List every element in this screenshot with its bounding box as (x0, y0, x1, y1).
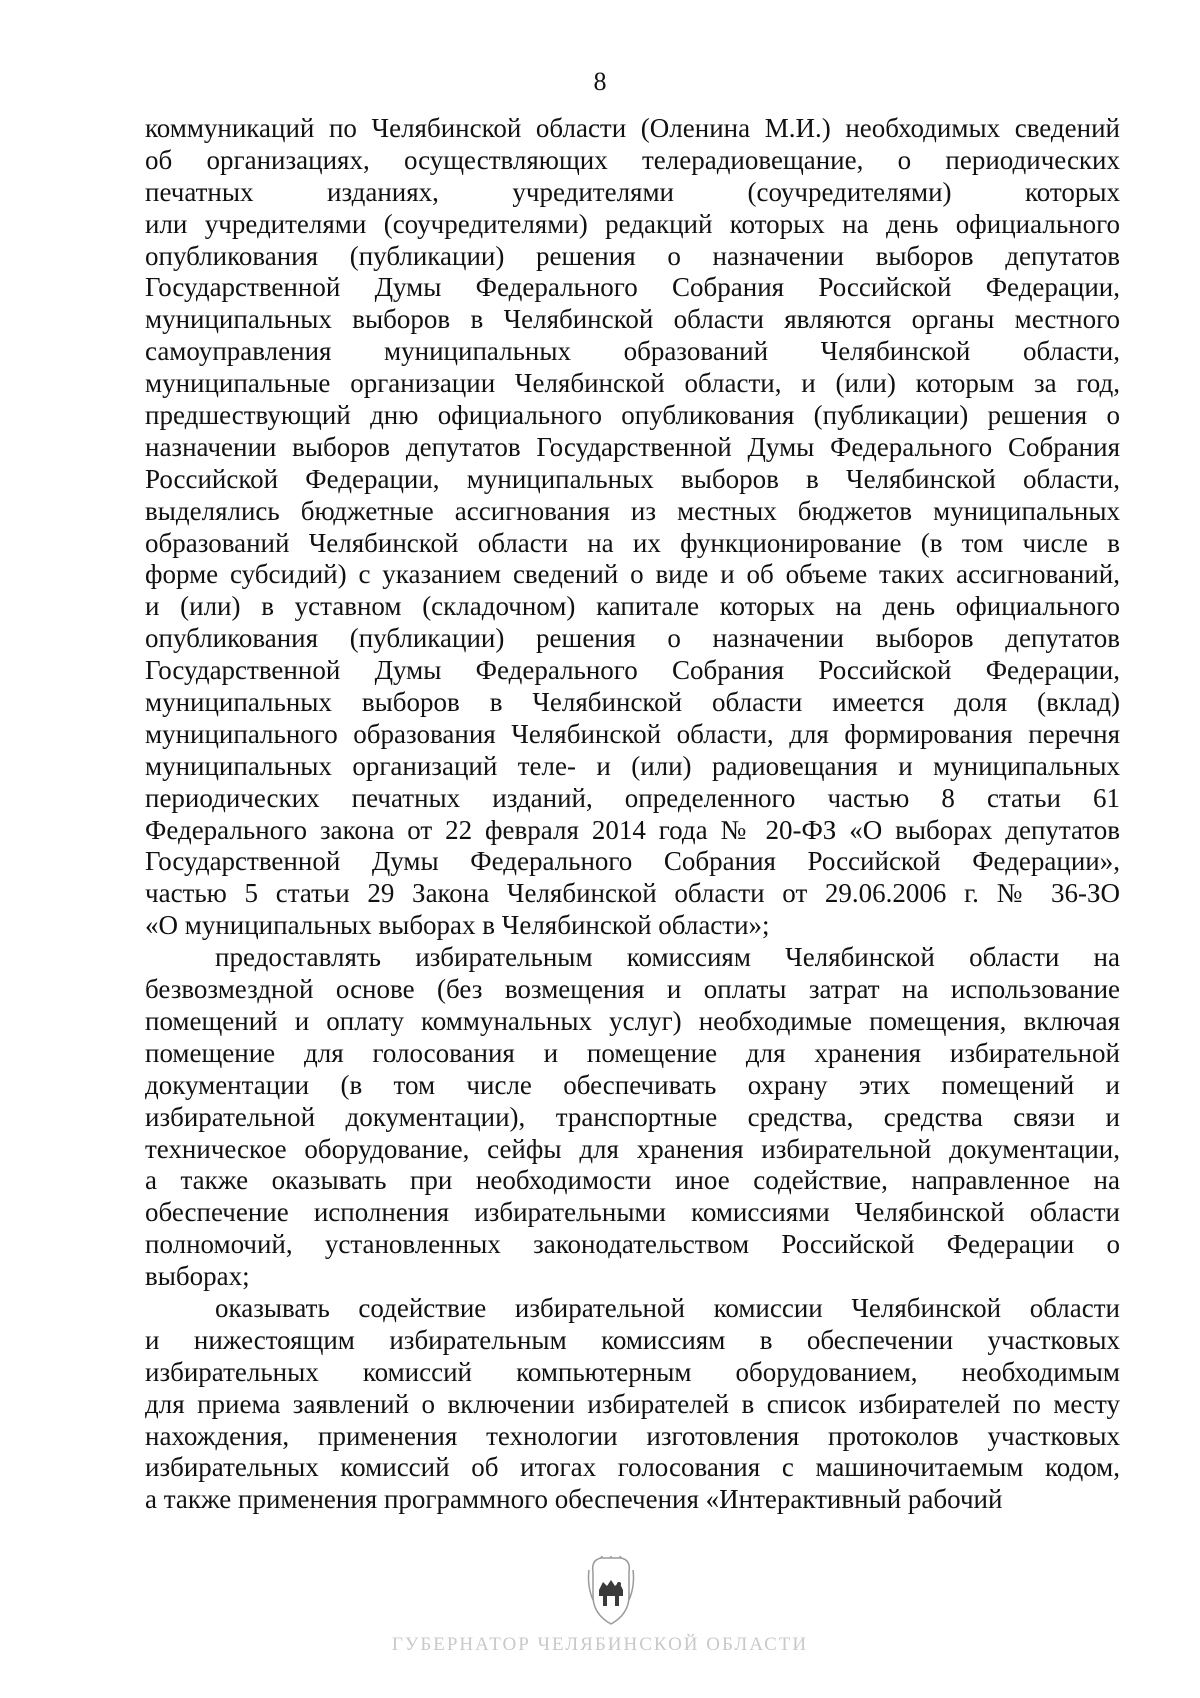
paragraph (145, 942, 1120, 1293)
text-line: Российской Федерации, муниципальных выборов в Челябинской области, (145, 463, 1120, 494)
text-line: муниципальные организации Челябинской области, и (или) которым за год, (145, 368, 1120, 399)
text-line: выделялись бюджетные ассигнования из местных бюджетов муниципальных (145, 495, 1120, 526)
document-body (145, 113, 1120, 1516)
text-line: опубликования (публикации) решения о назначении выборов депутатов (145, 240, 1120, 271)
text-line: муниципального образования Челябинской области, для формирования перечня (145, 718, 1120, 749)
text-line: Государственной Думы Федерального Собрания Российской Федерации», (145, 846, 1120, 877)
text-line: предшествующий дню официального опубликования (публикации) решения о (145, 400, 1120, 431)
text-line: самоуправления муниципальных образований Челябинской области, (145, 336, 1120, 367)
text-line: избирательных комиссий об итогах голосования с машиночитаемым кодом, (145, 1452, 1120, 1483)
text-line: назначении выборов депутатов Государственной Думы Федерального Собрания (145, 431, 1120, 462)
text-line: помещений и оплату коммунальных услуг) необходимые помещения, включая (145, 1005, 1120, 1036)
text-line: опубликования (публикации) решения о назначении выборов депутатов (145, 623, 1120, 654)
text-line: об организациях, осуществляющих телерадиовещание, о периодических (145, 144, 1120, 175)
text-line: печатных изданиях, учредителями (соучредителями) которых (145, 176, 1120, 207)
text-line: избирательной документации), транспортные средства, средства связи и (145, 1101, 1120, 1132)
text-line: муниципальных выборов в Челябинской области имеется доля (вклад) (145, 687, 1120, 718)
footer-caption: ГУБЕРНАТОР ЧЕЛЯБИНСКОЙ ОБЛАСТИ (391, 1634, 809, 1655)
text-line: для приема заявлений о включении избирателей в список избирателей по месту (145, 1388, 1120, 1419)
text-line: техническое оборудование, сейфы для хранения избирательной документации, (145, 1133, 1120, 1164)
text-line: форме субсидий) с указанием сведений о виде и об объеме таких ассигнований, (145, 559, 1120, 590)
text-line: документации (в том числе обеспечивать охрану этих помещений и (145, 1069, 1120, 1100)
text-line: оказывать содействие избирательной комиссии Челябинской области (215, 1292, 1120, 1323)
text-line: коммуникаций по Челябинской области (Оленина М.И.) необходимых сведений (145, 113, 1120, 143)
text-line: а также применения программного обеспечения «Интерактивный рабочий (145, 1484, 1003, 1515)
paragraph (145, 1293, 1120, 1516)
text-line: муниципальных выборов в Челябинской области являются органы местного (145, 304, 1120, 335)
text-line: частью 5 статьи 29 Закона Челябинской области от 29.06.2006 г. № 36-ЗО (145, 878, 1120, 909)
coat-of-arms-icon (583, 1556, 639, 1628)
text-line: выборах; (145, 1261, 250, 1292)
page-number: 8 (593, 67, 607, 96)
text-line: безвозмездной основе (без возмещения и оплаты затрат на использование (145, 974, 1120, 1005)
text-line: Государственной Думы Федерального Собрания Российской Федерации, (145, 272, 1120, 303)
paragraph (145, 113, 1120, 942)
text-line: и нижестоящим избирательным комиссиям в обеспечении участковых (145, 1324, 1120, 1355)
text-line: предоставлять избирательным комиссиям Челябинской области на (215, 942, 1120, 973)
text-line: Государственной Думы Федерального Собрания Российской Федерации, (145, 655, 1120, 686)
text-line: образований Челябинской области на их функционирование (в том числе в (145, 527, 1120, 558)
text-line: муниципальных организаций теле- и (или) радиовещания и муниципальных (145, 750, 1120, 781)
text-line: полномочий, установленных законодательством Российской Федерации о (145, 1229, 1120, 1260)
text-line: помещение для голосования и помещение для хранения избирательной (145, 1037, 1120, 1068)
text-line: избирательных комиссий компьютерным оборудованием, необходимым (145, 1356, 1120, 1387)
text-line: Федерального закона от 22 февраля 2014 года № 20-ФЗ «О выборах депутатов (145, 814, 1120, 845)
text-line: и (или) в уставном (складочном) капитале которых на день официального (145, 591, 1120, 622)
text-line: «О муниципальных выборах в Челябинской области»; (145, 910, 770, 941)
text-line: периодических печатных изданий, определенного частью 8 статьи 61 (145, 782, 1120, 813)
text-line: обеспечение исполнения избирательными комиссиями Челябинской области (145, 1197, 1120, 1228)
text-line: или учредителями (соучредителями) редакций которых на день официального (145, 208, 1120, 239)
text-line: а также оказывать при необходимости иное содействие, направленное на (145, 1165, 1120, 1196)
text-line: нахождения, применения технологии изготовления протоколов участковых (145, 1420, 1120, 1451)
